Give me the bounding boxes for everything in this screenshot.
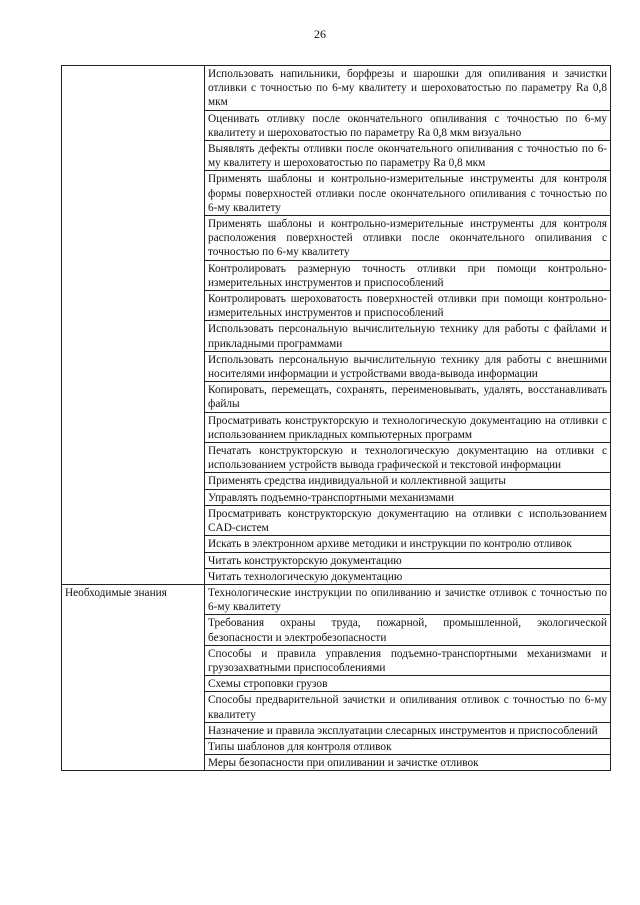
knowledge-item: Типы шаблонов для контроля отливок bbox=[205, 738, 611, 754]
skills-item: Использовать персональную вычислительную технику для работы с файлами и прикладными программами bbox=[205, 321, 611, 351]
knowledge-item: Способы и правила управления подъемно-транспортными механизмами и грузозахватными приспособлениями bbox=[205, 645, 611, 675]
skills-item: Оценивать отливку после окончательного опиливания с точностью по 6-му квалитету и шероховатостью по параметру Ra 0,8 мкм визуально bbox=[205, 110, 611, 140]
knowledge-item: Технологические инструкции по опиливанию и зачистке отливок с точностью по 6-му квалитету bbox=[205, 584, 611, 614]
skills-item: Контролировать размерную точность отливки при помощи контрольно-измерительных инструментов и приспособлений bbox=[205, 260, 611, 290]
requirements-table bbox=[61, 65, 611, 771]
skills-item: Применять шаблоны и контрольно-измерительные инструменты для контроля формы поверхностей отливки после окончательного опиливания с точностью по 6-му квалитету bbox=[205, 171, 611, 216]
skills-item: Просматривать конструкторскую и технологическую документацию на отливки с использованием прикладных компьютерных программ bbox=[205, 412, 611, 442]
knowledge-item: Способы предварительной зачистки и опиливания отливок с точностью по 6-му квалитету bbox=[205, 692, 611, 722]
knowledge-item: Меры безопасности при опиливании и зачистке отливок bbox=[205, 755, 611, 771]
knowledge-item: Требования охраны труда, пожарной, промышленной, экологической безопасности и электробезопасности bbox=[205, 615, 611, 645]
knowledge-item: Назначение и правила эксплуатации слесарных инструментов и приспособлений bbox=[205, 722, 611, 738]
skills-item: Применять средства индивидуальной и коллективной защиты bbox=[205, 473, 611, 489]
skills-item: Использовать напильники, борфрезы и шарошки для опиливания и зачистки отливки с точностью по 6-му квалитету и шероховатостью по параметру Ra 0,8 мкм bbox=[205, 66, 611, 111]
skills-item: Копировать, перемещать, сохранять, переименовывать, удалять, восстанавливать файлы bbox=[205, 382, 611, 412]
skills-item: Управлять подъемно-транспортными механизмами bbox=[205, 489, 611, 505]
skills-item: Печатать конструкторскую и технологическую документацию на отливки с использованием устройств вывода графической и текстовой информации bbox=[205, 443, 611, 473]
knowledge-item: Схемы строповки грузов bbox=[205, 676, 611, 692]
skills-item: Использовать персональную вычислительную технику для работы с внешними носителями информации и устройствами ввода-вывода информации bbox=[205, 351, 611, 381]
skills-item: Искать в электронном архиве методики и инструкции по контролю отливок bbox=[205, 536, 611, 552]
skills-item: Контролировать шероховатость поверхностей отливки при помощи контрольно-измерительных инструментов и приспособлений bbox=[205, 291, 611, 321]
skills-row bbox=[62, 66, 611, 111]
page-number: 26 bbox=[314, 27, 326, 41]
skills-item: Просматривать конструкторскую документацию на отливки с использованием CAD-систем bbox=[205, 505, 611, 535]
skills-label-cell bbox=[62, 66, 205, 585]
skills-item: Выявлять дефекты отливки после окончательного опиливания с точностью по 6-му квалитету и шероховатостью по параметру Ra 0,8 мкм bbox=[205, 141, 611, 171]
knowledge-label-cell: Необходимые знания bbox=[62, 584, 205, 770]
knowledge-row bbox=[62, 584, 611, 614]
requirements-table-body bbox=[62, 66, 611, 771]
skills-item: Читать технологическую документацию bbox=[205, 568, 611, 584]
skills-item: Читать конструкторскую документацию bbox=[205, 552, 611, 568]
skills-item: Применять шаблоны и контрольно-измерительные инструменты для контроля расположения поверхностей отливки после окончательного опиливания с точностью по 6-му квалитету bbox=[205, 216, 611, 261]
